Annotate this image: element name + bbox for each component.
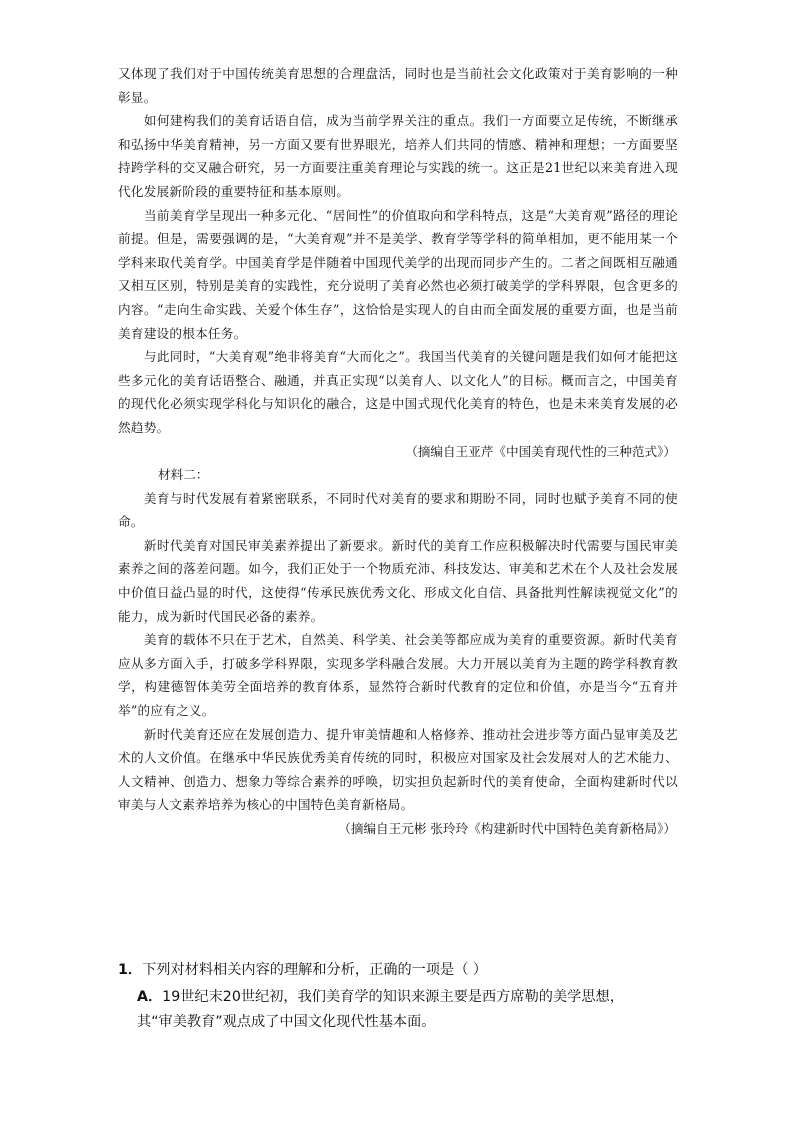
paragraph-new-requirements: 新时代美育对国民审美素养提出了新要求。新时代的美育工作应积极解决时代需要与国民审美素养之间的落差问题。如今，我们正处于一个物质充沛、科技发达、审美和艺术在个人及社会发展中价值日益凸显的时代，这使得“传承民族优秀文化、形成文化自信、具备批判性解读视觉文化”的能力，成为新时代国民必备的素养。 — [118, 537, 678, 624]
paragraph-carriers: 美育的载体不只在于艺术，自然美、科学美、社会美等都应成为美育的重要资源。新时代美育应从多方面入手，打破多学科界限，实现多学科融合发展。大力开展以美育为主题的跨学科教育教学，构建德智体美劳全面培养的教育体系，显然符合新时代教育的定位和价值，亦是当今“五育并举”的应有之义。 — [118, 632, 678, 719]
material2-source: （摘编自王元彬 张玲玲《构建新时代中国特色美育新格局》） — [338, 821, 676, 836]
paragraph-continuation: 又体现了我们对于中国传统美育思想的合理盘活，同时也是当前社会文化政策对于美育影响的一种彰显。 — [118, 66, 678, 105]
option-a-line1: 19世纪末20世纪初，我们美育学的知识来源主要是西方席勒的美学思想， — [162, 989, 624, 1005]
option-a[interactable] — [118, 985, 678, 1035]
question-text: 下列对材料相关内容的理解和分析，正确的一项是（ ） — [142, 962, 488, 978]
reading-material — [118, 62, 678, 841]
option-a-letter: A． — [137, 989, 163, 1005]
paragraph-big-aesthetic-view: 当前美育学呈现出一种多元化、“居间性”的价值取向和学科特点，这是“大美育观”路径的理论前提。但是，需要强调的是，“大美育观”并不是美学、教育学等学科的简单相加，更不能用某一个学科来取代美育学。中国美育学是伴随着中国现代美学的出现而同步产生的。二者之间既相互融通又相互区别，特别是美育的实践性，充分说明了美育必然也必须打破美学的学科界限，包含更多的内容。“走向生命实践、关爱个体生存”，这恰恰是实现人的自由而全面发展的重要方面，也是当前美育建设的根本任务。 — [118, 207, 678, 341]
paragraph-humanistic-value: 新时代美育还应在发展创造力、提升审美情趣和人格修养、推动社会进步等方面凸显审美及艺术的人文价值。在继承中华民族优秀美育传统的同时，积极应对国家及社会发展对人的艺术能力、人文精神、创造力、想象力等综合素养的呼唤，切实担负起新时代的美育使命，全面构建新时代以审美与人文素养培养为核心的中国特色美育新格局。 — [118, 726, 678, 813]
question-stem — [118, 958, 678, 983]
paragraph-era-mission: 美育与时代发展有着紧密联系，不同时代对美育的要求和期盼不同，同时也赋予美育不同的使命。 — [118, 490, 678, 530]
question-1 — [118, 958, 678, 1035]
question-number: 1． — [118, 962, 143, 978]
paragraph-discourse-confidence: 如何建构我们的美育话语自信，成为当前学界关注的重点。我们一方面要立足传统，不断继承和弘扬中华美育精神，另一方面又要有世界眼光，培养人们共同的情感、精神和理想；一方面要坚持跨学科的交叉融合研究，另一方面要注重美育理论与实践的统一。这正是21世纪以来美育进入现代化发展新阶段的重要特征和基本原则。 — [118, 113, 678, 199]
material2-label: 材料二： — [158, 467, 209, 483]
material1-source: （摘编自王亚芹《中国美育现代性的三种范式》） — [405, 443, 676, 459]
option-a-line2: 其“审美教育”观点成了中国文化现代性基本面。 — [137, 1014, 436, 1030]
paragraph-integration: 与此同时，“大美育观”绝非将美育“大而化之”。我国当代美育的关键问题是我们如何才能把这些多元化的美育话语整合、融通，并真正实现“以美育人、以文化人”的目标。概而言之，中国美育的现代化必须实现学科化与知识化的融合，这是中国式现代化美育的特色，也是未来美育发展的必然趋势。 — [118, 349, 678, 435]
